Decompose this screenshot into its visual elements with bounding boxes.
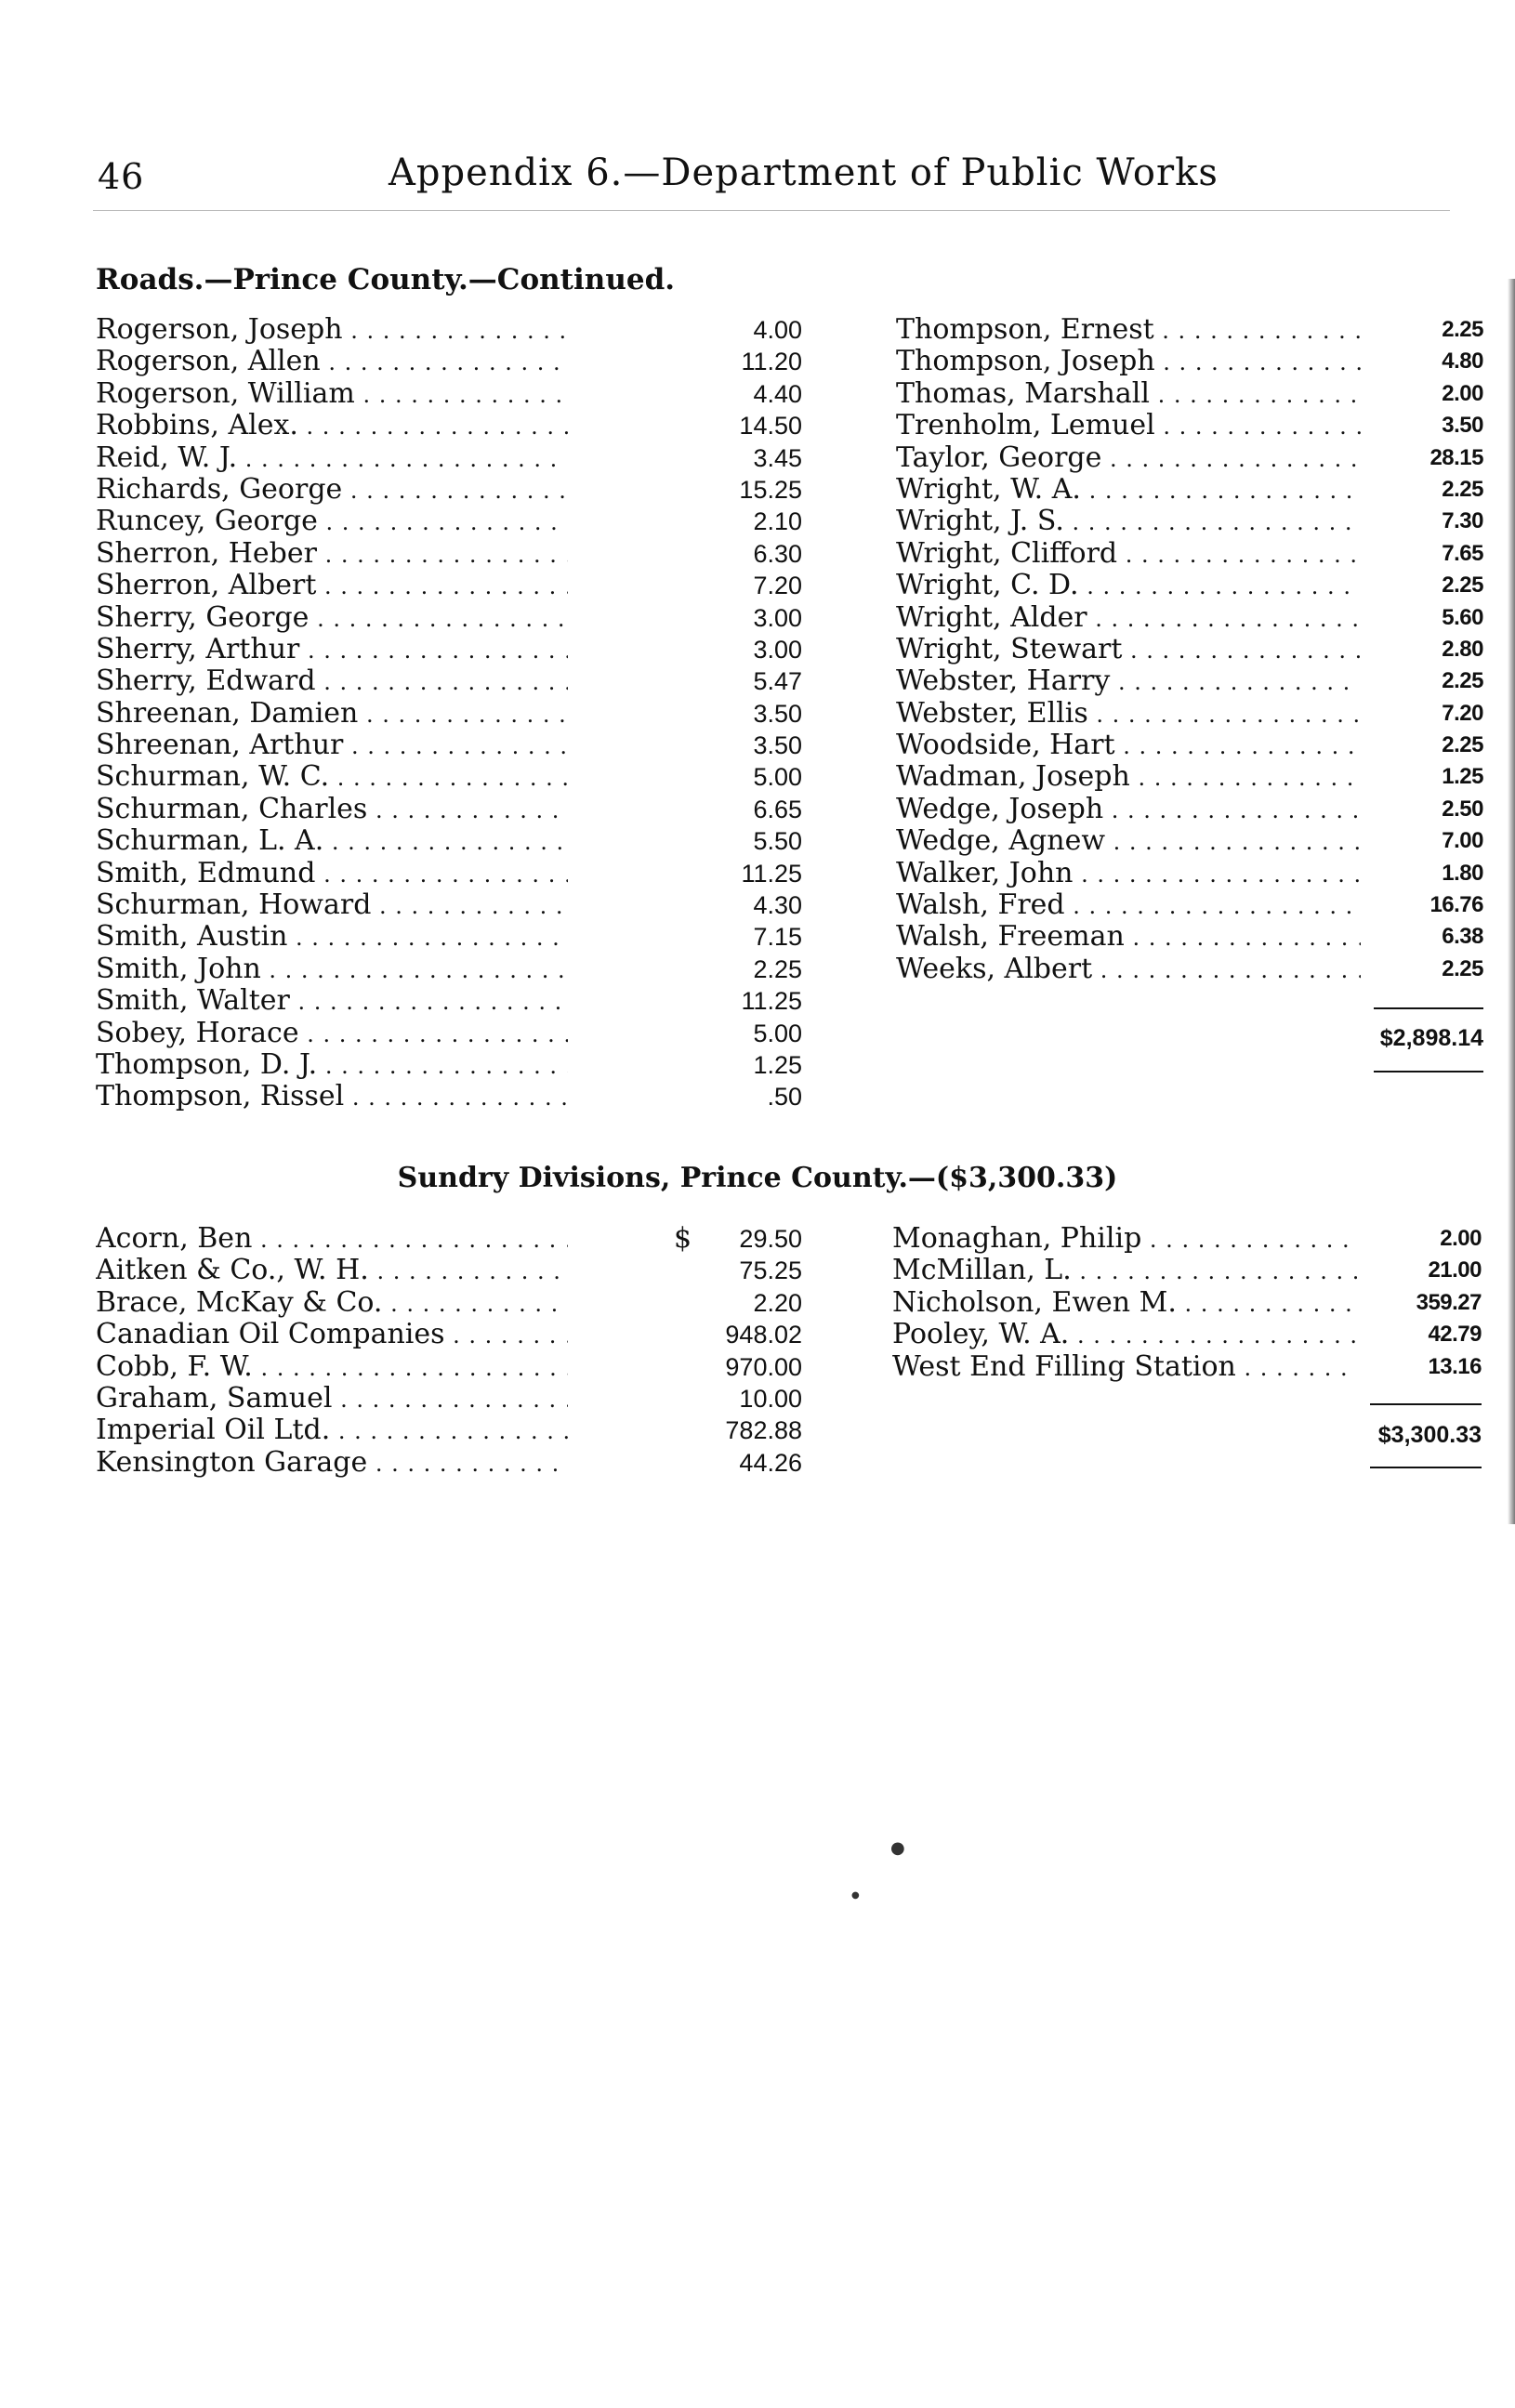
payment-amount: 11.25 xyxy=(741,987,802,1016)
payment-amount: 948.02 xyxy=(725,1321,802,1349)
payee-name: Thomas, Marshall . . . xyxy=(896,378,1361,411)
payee-name: Graham, Samuel . . . xyxy=(96,1383,568,1415)
payee-name: Sherron, Heber . . . xyxy=(96,538,568,571)
ledger-row xyxy=(892,1319,1487,1350)
payment-amount: 44.26 xyxy=(739,1448,802,1477)
payee-name: Shreenan, Arthur . . . xyxy=(96,730,568,762)
page-title: Appendix 6.—Department of Public Works xyxy=(389,151,1219,194)
payment-amount: 7.15 xyxy=(753,923,802,952)
roads-total-amount: $2,898.14 xyxy=(1379,1025,1483,1051)
ledger-row xyxy=(96,1017,802,1049)
payment-amount: 7.30 xyxy=(1442,508,1483,534)
ledger-row xyxy=(896,538,1487,570)
payee-name: Kensington Garage . . . xyxy=(96,1447,568,1480)
payee-name: Imperial Oil Ltd. . . . xyxy=(96,1415,568,1447)
payment-amount: 359.27 xyxy=(1416,1289,1482,1315)
payee-name: Schurman, L. A. . . . xyxy=(96,825,568,858)
payment-amount: 28.15 xyxy=(1429,444,1483,470)
ledger-row xyxy=(96,985,802,1018)
ledger-row xyxy=(892,1223,1487,1255)
payee-name: Rogerson, Joseph . . . xyxy=(96,314,568,347)
payee-name: Thompson, D. J. . . . xyxy=(96,1049,568,1082)
ledger-row xyxy=(896,921,1487,953)
payee-name: Wedge, Joseph . . . xyxy=(896,794,1361,826)
payee-name: Wright, C. D. . . . xyxy=(896,570,1361,602)
payee-name: Webster, Harry . . . xyxy=(896,665,1361,698)
ledger-row xyxy=(896,634,1487,665)
ledger-row xyxy=(96,410,802,442)
payment-amount: 13.16 xyxy=(1428,1353,1482,1379)
payment-amount: 2.50 xyxy=(1442,796,1483,822)
ledger-row xyxy=(896,698,1487,730)
payee-name: Webster, Ellis . . . xyxy=(896,698,1361,730)
ledger-row xyxy=(96,1255,802,1287)
ledger-row xyxy=(96,1048,802,1081)
payment-amount: 2.25 xyxy=(753,954,802,983)
payment-amount: 3.00 xyxy=(753,603,802,632)
payee-name: Trenholm, Lemuel . . . xyxy=(896,410,1361,442)
ledger-row xyxy=(896,378,1487,410)
payee-name: Wright, Alder . . . xyxy=(896,602,1361,635)
sundry-right-column xyxy=(892,1223,1487,1383)
payee-name: Rogerson, Allen . . . xyxy=(96,346,568,378)
payee-name: Monaghan, Philip . . . xyxy=(892,1223,1357,1256)
payee-name: Cobb, F. W. . . . xyxy=(96,1351,568,1384)
section-heading-sundry: Sundry Divisions, Prince County.—($3,300.33) xyxy=(397,1162,1118,1194)
payment-amount: 2.00 xyxy=(1440,1226,1482,1251)
payee-name: Schurman, Charles . . . xyxy=(96,794,568,826)
currency-symbol: $ xyxy=(674,1222,692,1255)
payee-name: Smith, Walter . . . xyxy=(96,985,568,1018)
payment-amount: 1.25 xyxy=(1442,764,1483,790)
sundry-left-column xyxy=(96,1222,802,1479)
payment-amount: 2.25 xyxy=(1442,476,1483,502)
payee-name: Smith, Edmund . . . xyxy=(96,858,568,890)
payee-name: Sherry, Edward . . . xyxy=(96,665,568,698)
ledger-row xyxy=(96,665,802,698)
ledger-row xyxy=(96,730,802,762)
roads-total-rule-top xyxy=(1374,1007,1483,1009)
payment-amount: 1.80 xyxy=(1442,860,1483,886)
payment-amount: 16.76 xyxy=(1429,892,1483,918)
payment-amount: 4.80 xyxy=(1442,349,1483,375)
payee-name: Pooley, W. A. . . . xyxy=(892,1319,1357,1351)
payee-name: Wright, Clifford . . . xyxy=(896,538,1361,571)
ledger-row xyxy=(896,794,1487,825)
ledger-row xyxy=(892,1255,1487,1286)
ledger-row xyxy=(96,1382,802,1415)
payee-name: Thompson, Joseph . . . xyxy=(896,346,1361,378)
payment-amount: 1.25 xyxy=(753,1050,802,1079)
ledger-row xyxy=(896,665,1487,697)
stray-ink-mark: ● xyxy=(851,1890,860,1901)
payment-amount: 7.65 xyxy=(1442,540,1483,566)
ledger-row xyxy=(96,1081,802,1113)
payee-name: Schurman, Howard . . . xyxy=(96,889,568,922)
payee-name: Nicholson, Ewen M. . . . xyxy=(892,1287,1357,1320)
payment-amount: 3.00 xyxy=(753,635,802,664)
payment-amount: 970.00 xyxy=(725,1352,802,1381)
ledger-row xyxy=(96,601,802,634)
ledger-row xyxy=(896,442,1487,474)
payee-name: Thompson, Rissel . . . xyxy=(96,1081,568,1113)
payment-amount: 14.50 xyxy=(739,412,802,441)
sundry-total-amount: $3,300.33 xyxy=(1377,1422,1482,1448)
payee-name: Taylor, George . . . xyxy=(896,442,1361,475)
payee-name: Wright, J. S. . . . xyxy=(896,506,1361,538)
payment-amount: 11.20 xyxy=(741,348,802,376)
section-heading-roads: Roads.—Prince County.—Continued. xyxy=(96,263,676,296)
page-number: 46 xyxy=(98,156,145,197)
payment-amount: 21.00 xyxy=(1428,1257,1482,1283)
header-divider xyxy=(93,210,1450,211)
ledger-row xyxy=(96,825,802,858)
roads-total-rule-bottom xyxy=(1374,1071,1483,1072)
ledger-row xyxy=(96,314,802,346)
ledger-row xyxy=(96,793,802,825)
ledger-row xyxy=(896,825,1487,857)
payee-name: Sherry, George . . . xyxy=(96,602,568,635)
ledger-row xyxy=(896,410,1487,441)
payee-name: Wright, W. A. . . . xyxy=(896,474,1361,507)
ledger-row xyxy=(96,697,802,730)
payment-amount: 6.38 xyxy=(1442,924,1483,950)
payment-amount: 2.25 xyxy=(1442,955,1483,981)
ledger-row xyxy=(896,602,1487,634)
ledger-row xyxy=(896,506,1487,537)
payment-amount: 5.50 xyxy=(753,827,802,856)
payee-name: Walsh, Fred . . . xyxy=(896,889,1361,922)
ledger-row xyxy=(96,537,802,570)
ledger-row xyxy=(96,346,802,378)
payee-name: Wedge, Agnew . . . xyxy=(896,825,1361,858)
payee-name: Robbins, Alex. . . . xyxy=(96,410,568,442)
payee-name: Sherron, Albert . . . xyxy=(96,570,568,602)
payment-amount: 6.30 xyxy=(753,539,802,568)
payee-name: Acorn, Ben . . . xyxy=(96,1223,568,1256)
payment-amount: 3.50 xyxy=(1442,413,1483,439)
ledger-row xyxy=(896,730,1487,761)
ledger-row xyxy=(96,633,802,665)
payment-amount: 2.10 xyxy=(753,507,802,536)
payment-amount: 6.65 xyxy=(753,795,802,823)
roads-right-column xyxy=(896,314,1487,985)
payee-name: Sobey, Horace . . . xyxy=(96,1018,568,1050)
payment-amount: 5.00 xyxy=(753,1019,802,1047)
payment-amount: 2.25 xyxy=(1442,732,1483,758)
ledger-row xyxy=(892,1351,1487,1383)
payment-amount: 2.25 xyxy=(1442,572,1483,599)
roads-left-column xyxy=(96,314,802,1113)
ledger-row xyxy=(96,1415,802,1447)
ledger-row xyxy=(96,921,802,954)
payment-amount: 7.20 xyxy=(1442,700,1483,726)
ledger-row xyxy=(896,474,1487,506)
ledger-row xyxy=(96,1446,802,1479)
payment-amount: 2.20 xyxy=(753,1288,802,1317)
payee-name: Shreenan, Damien . . . xyxy=(96,698,568,730)
sundry-total-rule-bottom xyxy=(1370,1467,1482,1468)
ledger-row xyxy=(896,314,1487,346)
ledger-row xyxy=(896,954,1487,985)
ledger-row xyxy=(96,1319,802,1351)
ledger-row xyxy=(96,761,802,794)
ledger-row xyxy=(896,570,1487,601)
payment-amount: .50 xyxy=(767,1083,802,1112)
payment-amount: 4.00 xyxy=(753,316,802,344)
ledger-row xyxy=(96,506,802,538)
payee-name: Reid, W. J. . . . xyxy=(96,442,568,475)
payment-amount: 15.25 xyxy=(739,475,802,504)
payment-amount: 4.30 xyxy=(753,891,802,920)
payee-name: Canadian Oil Companies . . . xyxy=(96,1319,568,1351)
ledger-row xyxy=(96,1350,802,1383)
payment-amount: 4.40 xyxy=(753,379,802,408)
payment-amount: 7.00 xyxy=(1442,828,1483,854)
ledger-row xyxy=(896,761,1487,793)
payee-name: Walker, John . . . xyxy=(896,858,1361,890)
sundry-total-rule-top xyxy=(1370,1403,1482,1405)
payment-amount: 42.79 xyxy=(1428,1322,1482,1348)
ledger-row xyxy=(896,889,1487,921)
ledger-row xyxy=(896,346,1487,377)
ledger-row xyxy=(96,953,802,985)
payment-amount: 11.25 xyxy=(741,859,802,888)
ledger-row xyxy=(96,570,802,602)
payee-name: Smith, John . . . xyxy=(96,954,568,986)
page-header xyxy=(0,0,1515,223)
payee-name: Aitken & Co., W. H. . . . xyxy=(96,1255,568,1287)
payee-name: Wadman, Joseph . . . xyxy=(896,761,1361,794)
payment-amount: 3.45 xyxy=(753,443,802,472)
payee-name: McMillan, L. . . . xyxy=(892,1255,1357,1287)
payment-amount: 2.00 xyxy=(1442,380,1483,406)
payment-amount: 5.60 xyxy=(1442,604,1483,630)
payment-amount: 7.20 xyxy=(753,572,802,600)
payment-amount: 29.50 xyxy=(739,1225,802,1253)
payee-name: Brace, McKay & Co. . . . xyxy=(96,1287,568,1320)
payee-name: Richards, George . . . xyxy=(96,474,568,507)
payment-amount: 5.47 xyxy=(753,667,802,696)
payee-name: Thompson, Ernest . . . xyxy=(896,314,1361,347)
ledger-row xyxy=(896,858,1487,889)
payee-name: West End Filling Station . . . xyxy=(892,1351,1357,1384)
payee-name: Schurman, W. C. . . . xyxy=(96,761,568,794)
payment-amount: 3.50 xyxy=(753,699,802,728)
payee-name: Rogerson, William . . . xyxy=(96,378,568,411)
ledger-row xyxy=(96,889,802,922)
ledger-row xyxy=(96,473,802,506)
ledger-row xyxy=(96,377,802,410)
payee-name: Woodside, Hart . . . xyxy=(896,730,1361,762)
payment-amount: 5.00 xyxy=(753,763,802,792)
ledger-row xyxy=(96,441,802,474)
page-edge-shadow xyxy=(1508,279,1515,1524)
payment-amount: 3.50 xyxy=(753,731,802,760)
payment-amount: 75.25 xyxy=(739,1257,802,1285)
payee-name: Smith, Austin . . . xyxy=(96,921,568,954)
ledger-row xyxy=(96,857,802,889)
stray-ink-mark: ● xyxy=(890,1838,905,1858)
payment-amount: 2.80 xyxy=(1442,636,1483,662)
payment-amount: 2.25 xyxy=(1442,668,1483,694)
payment-amount: 10.00 xyxy=(739,1384,802,1413)
payee-name: Weeks, Albert . . . xyxy=(896,954,1361,986)
payee-name: Runcey, George . . . xyxy=(96,506,568,538)
payee-name: Walsh, Freeman . . . xyxy=(896,921,1361,954)
ledger-row xyxy=(96,1222,802,1255)
ledger-row xyxy=(96,1286,802,1319)
payment-amount: 782.88 xyxy=(725,1416,802,1445)
payee-name: Wright, Stewart . . . xyxy=(896,634,1361,666)
ledger-row xyxy=(892,1287,1487,1319)
payment-amount: 2.25 xyxy=(1442,317,1483,342)
payee-name: Sherry, Arthur . . . xyxy=(96,634,568,666)
